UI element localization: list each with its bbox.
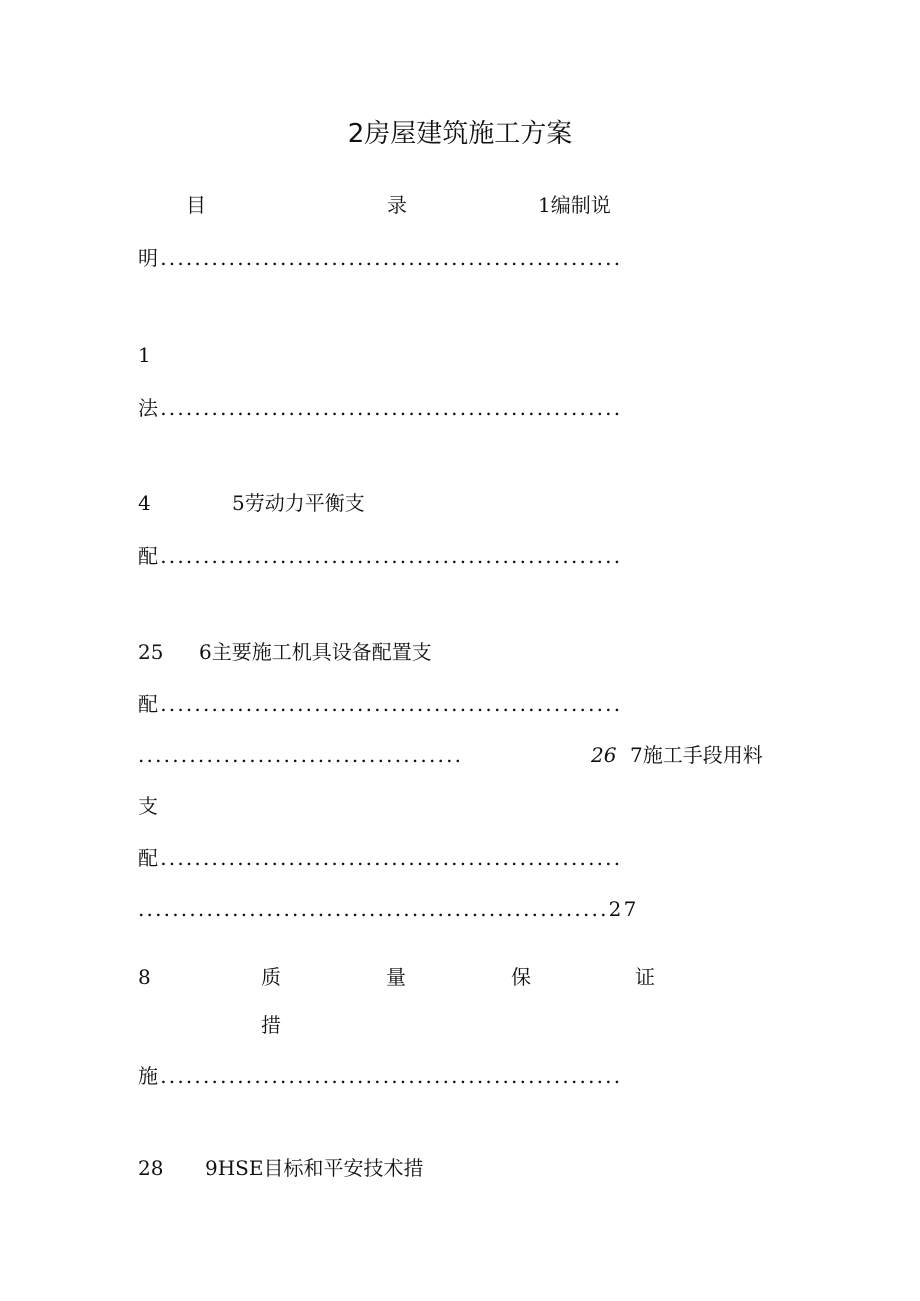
toc-heading-mu: 目	[186, 193, 206, 217]
toc-item-8-char-zhi: 质	[261, 965, 281, 989]
toc-text-zhi: 支	[138, 794, 158, 818]
toc-page-25: 25	[138, 640, 164, 664]
toc-leader-pei-1: 配......................................................	[138, 544, 623, 568]
toc-leader-pei-3: 配......................................................	[138, 846, 623, 870]
toc-page-26: 26	[591, 743, 617, 767]
toc-page-1: 1	[138, 343, 151, 367]
toc-leader-fa: 法......................................................	[138, 396, 623, 420]
toc-number-8: 8	[138, 965, 151, 989]
toc-leader-shi: 施......................................................	[138, 1064, 623, 1088]
toc-leader-ming: 明......................................................	[138, 246, 623, 270]
toc-item-8-char-cuo: 措	[261, 1013, 281, 1037]
toc-item-8-char-zheng: 证	[635, 965, 655, 989]
toc-leader-pei-2: 配......................................................	[138, 692, 623, 716]
toc-item-7: 7施工手段用料	[630, 743, 763, 767]
toc-item-8-char-bao: 保	[511, 965, 531, 989]
toc-page-28: 28	[138, 1156, 164, 1180]
toc-leader-27: .......................................................27	[138, 897, 639, 921]
toc-item-1: 1编制说	[538, 193, 611, 217]
toc-item-6: 6主要施工机具设备配置支	[199, 640, 432, 664]
toc-item-5: 5劳动力平衡支	[232, 491, 365, 515]
toc-leader-26: ......................................	[138, 743, 464, 767]
toc-item-9: 9HSE目标和平安技术措	[205, 1156, 424, 1180]
toc-heading-lu: 录	[387, 193, 407, 217]
toc-item-8-char-liang: 量	[386, 965, 406, 989]
document-title: 2房屋建筑施工方案	[347, 119, 573, 149]
toc-page-4: 4	[138, 491, 151, 515]
